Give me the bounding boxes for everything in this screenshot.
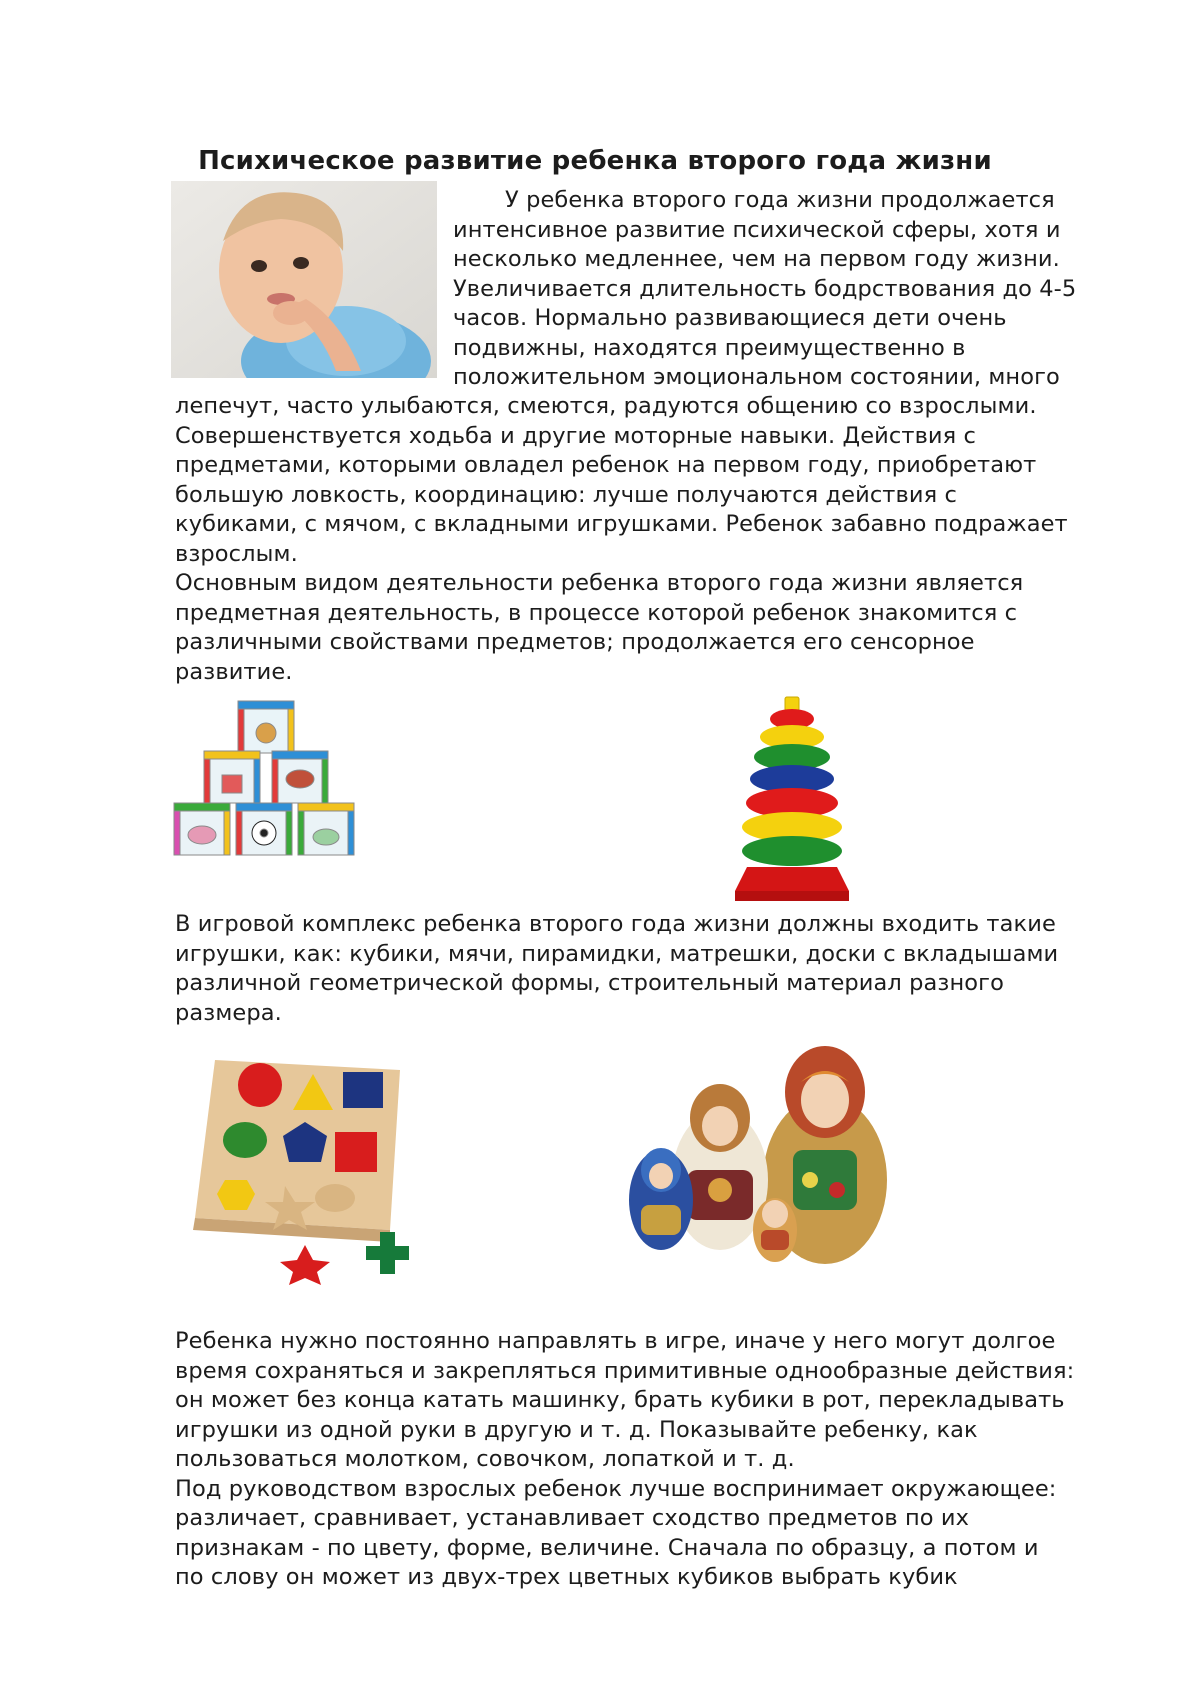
intro-wrapped-text [453, 186, 1076, 393]
text-line: лепечут, часто улыбаются, смеются, радуются общению со взрослыми. [175, 393, 1037, 419]
text-line: различает, сравнивает, устанавливает сходство предметов по их [175, 1505, 970, 1531]
text-line: размера. [175, 999, 282, 1026]
matryoshka-picture [625, 1030, 895, 1265]
text-line: кубиками, с мячом, с вкладными игрушками. Ребенок забавно подражает [175, 511, 1068, 537]
text-line: положительном эмоциональном состоянии, много [453, 364, 1060, 390]
text-line: игрушки, как: кубики, мячи, пирамидки, матрешки, доски с вкладышами [175, 940, 1059, 967]
text-line: различной геометрической формы, строительный материал разного [175, 970, 1004, 996]
text-line: предметами, которыми овладел ребенок на первом году, приобретают [175, 452, 1037, 478]
text-line: У ребенка второго года жизни продолжается [505, 187, 1055, 213]
text-line: он может без конца катать машинку, брать кубики в рот, перекладывать [175, 1387, 1065, 1413]
text-line: признакам - по цвету, форме, величине. Сначала по образцу, а потом и [175, 1534, 1039, 1561]
guidance-paragraph [175, 1327, 1074, 1593]
shape-board-picture [185, 1040, 445, 1285]
text-line: Основным видом деятельности ребенка второго года жизни является [175, 570, 1024, 596]
text-line: время сохраняться и закрепляться примитивные однообразные действия: [175, 1357, 1075, 1384]
text-line: игрушки из одной руки в другую и т. д. Показывайте ребенку, как [175, 1416, 978, 1443]
text-line: различными свойствами предметов; продолжается его сенсорное [175, 629, 975, 655]
text-line: Совершенствуется ходьба и другие моторные навыки. Действия с [175, 422, 977, 449]
intro-paragraph [175, 392, 1068, 687]
pyramid-picture [727, 695, 857, 905]
page-title: Психическое развитие ребенка второго года жизни [198, 146, 992, 176]
text-line: предметная деятельность, в процессе которой ребенок знакомится с [175, 599, 1018, 626]
text-line: взрослым. [175, 540, 298, 567]
text-line: по слову он может из двух-трех цветных кубиков выбрать кубик [175, 1564, 958, 1590]
text-line: В игровой комплекс ребенка второго года жизни должны входить такие [175, 911, 1056, 937]
text-line: развитие. [175, 658, 293, 685]
text-line: интенсивное развитие психической сферы, хотя и [453, 216, 1061, 243]
text-line: Увеличивается длительность бодрствования до 4-5 [453, 275, 1077, 302]
text-line: Под руководством взрослых ребенок лучше воспринимает окружающее: [175, 1475, 1057, 1502]
text-line: большую ловкость, координацию: лучше получаются действия с [175, 481, 957, 508]
text-line: пользоваться молотком, совочком, лопаткой и т. д. [175, 1446, 795, 1472]
text-line: Ребенка нужно постоянно направлять в игре, иначе у него могут долгое [175, 1328, 1056, 1354]
text-line: часов. Нормально развивающиеся дети очень [453, 305, 1007, 331]
text-line: несколько медленнее, чем на первом году жизни. [453, 246, 1060, 272]
toys-paragraph [175, 910, 1058, 1028]
cubes-picture [172, 695, 362, 865]
text-line: подвижны, находятся преимущественно в [453, 334, 966, 361]
baby-photo [171, 181, 437, 378]
